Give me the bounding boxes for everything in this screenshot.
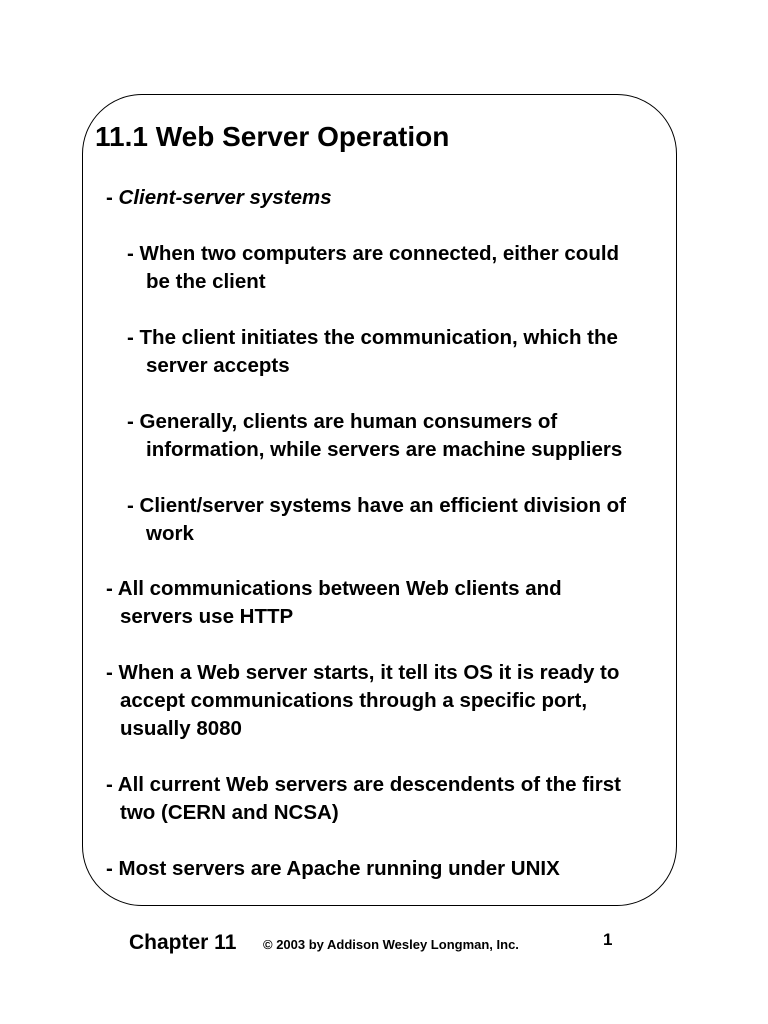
footer-page-number: 1 [603, 930, 613, 949]
slide-title: 11.1 Web Server Operation [95, 121, 450, 152]
bullet-line-7: - Client/server systems have an efficient division of [127, 494, 627, 517]
bullet-line-2: be the client [146, 270, 266, 293]
bullet-line-14: - All current Web servers are descendents of the first [106, 773, 621, 796]
bullet-line-15: two (CERN and NCSA) [120, 801, 339, 824]
section-heading-text: Client-server systems [118, 186, 332, 209]
section-heading: - Client-server systems [106, 186, 332, 209]
bullet-line-3: - The client initiates the communication, which the [127, 326, 618, 349]
footer-copyright: © 2003 by Addison Wesley Longman, Inc. [263, 937, 519, 952]
bullet-line-16: - Most servers are Apache running under UNIX [106, 857, 560, 880]
bullet-line-6: information, while servers are machine suppliers [146, 438, 623, 461]
bullet-line-13: usually 8080 [120, 717, 242, 740]
bullet-line-11: - When a Web server starts, it tell its OS it is ready to [106, 661, 620, 684]
bullet-line-4: server accepts [146, 354, 290, 377]
bullet-line-9: - All communications between Web clients and [106, 577, 562, 600]
bullet-line-5: - Generally, clients are human consumers of [127, 410, 558, 433]
footer-chapter: Chapter 11 [129, 931, 237, 954]
bullet-line-1: - When two computers are connected, either could [127, 242, 620, 265]
bullet-line-12: accept communications through a specific port, [120, 689, 588, 712]
bullet-line-8: work [146, 522, 194, 545]
bullet-line-10: servers use HTTP [120, 605, 294, 628]
